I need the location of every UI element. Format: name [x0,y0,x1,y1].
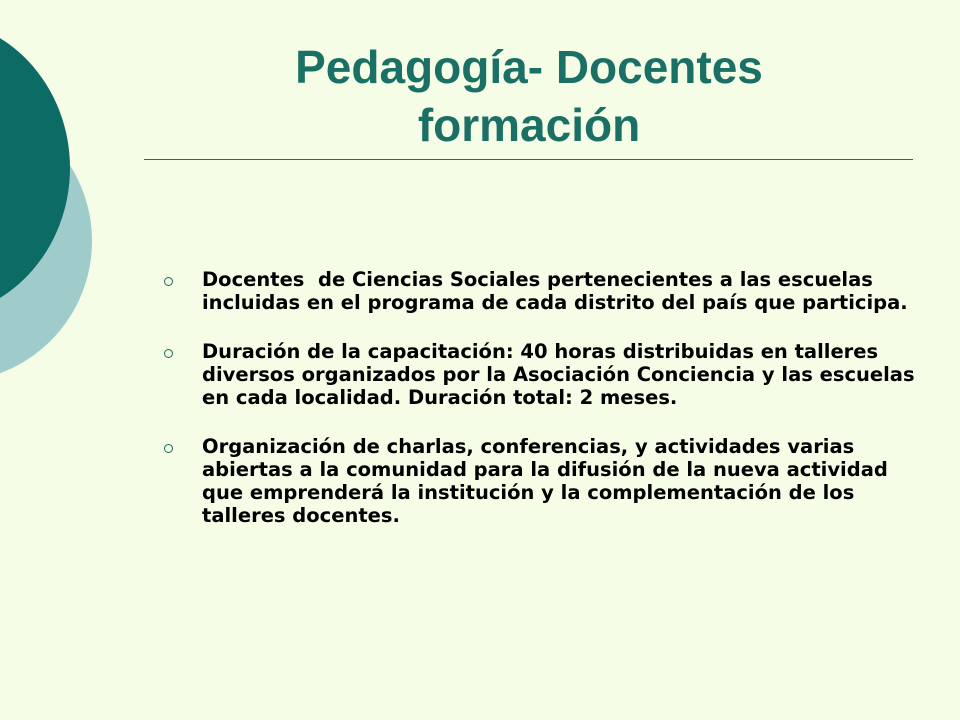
circle-bullet-icon [164,444,173,453]
bullet-item [164,435,924,527]
slide-title [145,38,913,154]
title-divider [144,159,913,160]
bullet-text: Docentes de Ciencias Sociales pertenecientes a las escuelas incluidas en el programa de cada distrito del país que participa. [202,268,908,314]
circle-bullet-icon [164,277,173,286]
title-line-2: formación [417,99,641,151]
bullet-text: Organización de charlas, conferencias, y actividades varias abiertas a la comunidad para la difusión de la nueva actividad que emprenderá la institución y la complementación de los talleres docentes. [202,435,888,527]
circle-bullet-icon [164,349,173,358]
bullet-item [164,268,924,314]
bullet-text: Duración de la capacitación: 40 horas distribuidas en talleres diversos organizados por la Asociación Conciencia y las escuelas en cada localidad. Duración total: 2 meses. [202,340,915,409]
title-line-1: Pedagogía- Docentes [295,41,763,93]
bullet-list [164,268,924,553]
bullet-item [164,340,924,409]
